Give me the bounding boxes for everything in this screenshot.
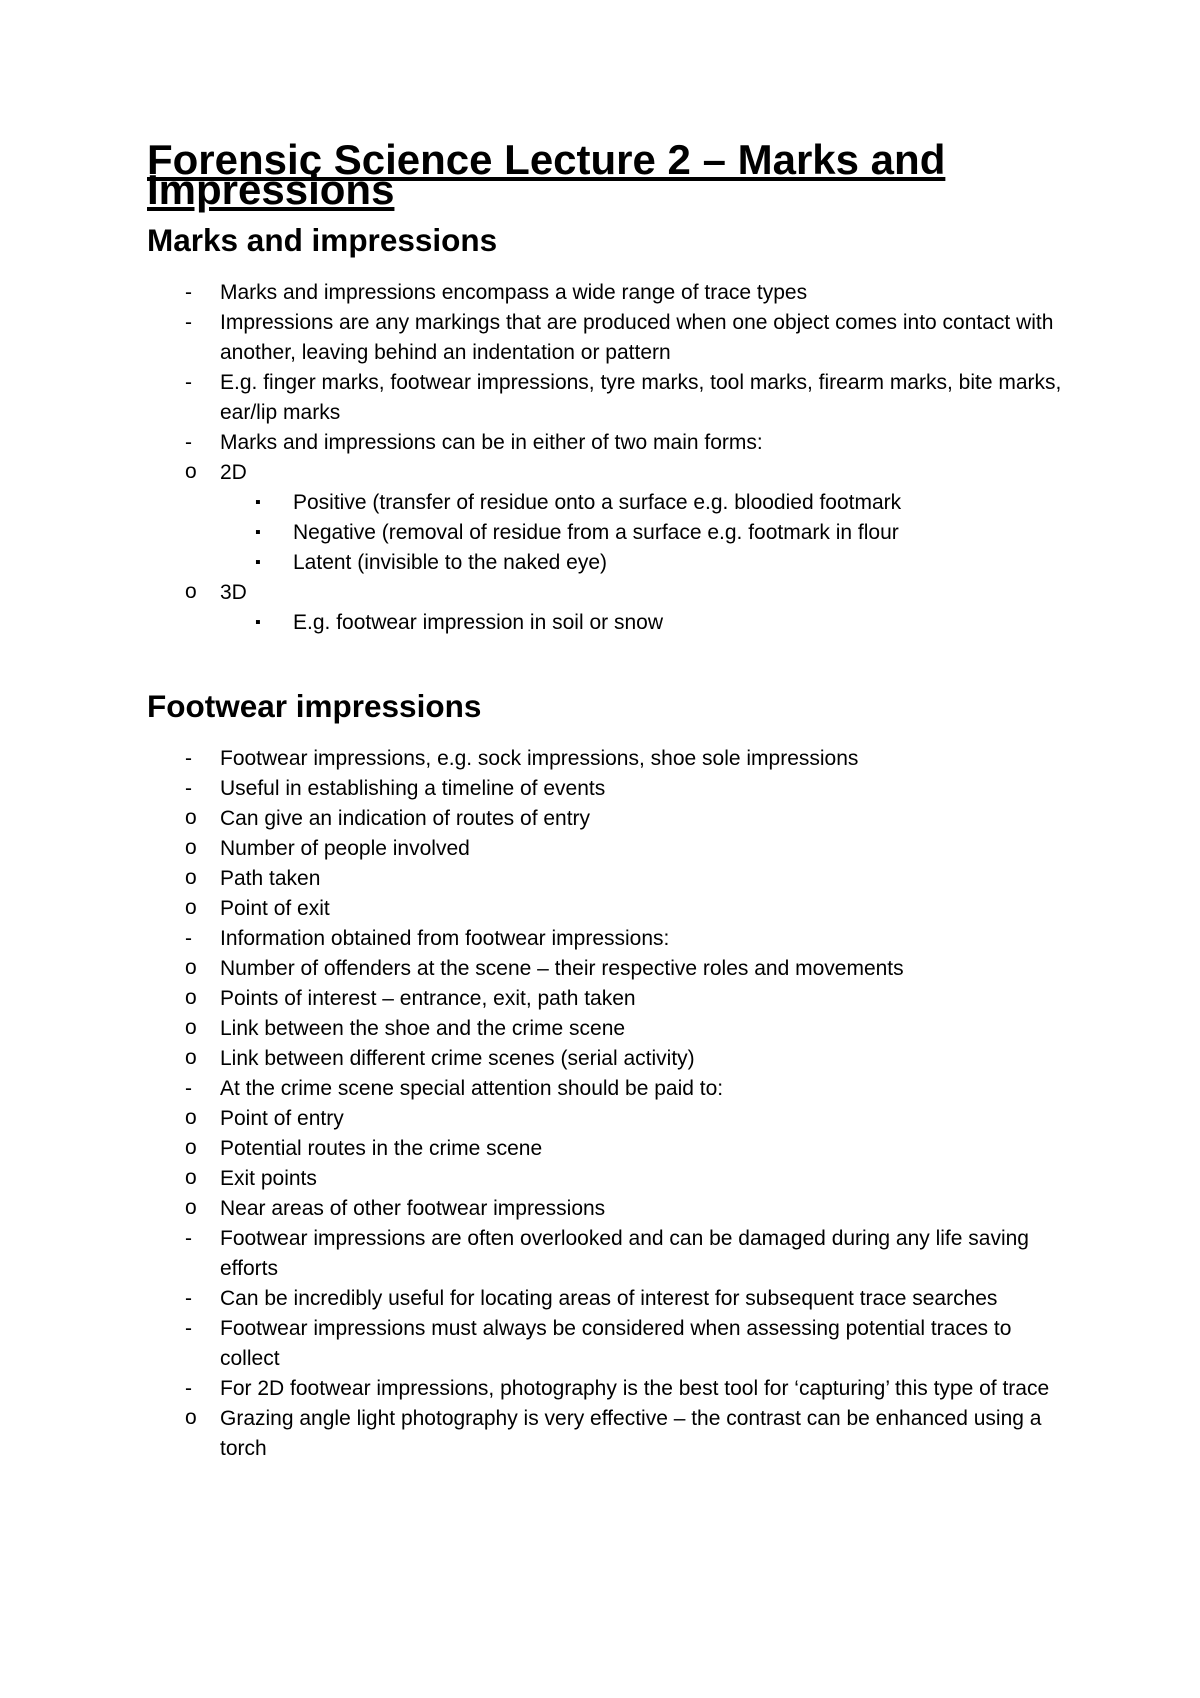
- sub-list-item-text: o Path taken: [220, 867, 321, 890]
- list-item-text: - Useful in establishing a timeline of events: [220, 777, 606, 800]
- sub-list-item-text: o Potential routes in the crime scene: [220, 1137, 543, 1160]
- bullet-list: [147, 278, 1067, 638]
- sub-sub-list-item: ▪ Positive (transfer of residue onto a surface e.g. bloodied footmark: [293, 488, 1067, 518]
- sub-list-item: [220, 578, 1067, 638]
- sub-list-item: [220, 984, 1067, 1014]
- sub-list-item-text: o Points of interest – entrance, exit, path taken: [220, 987, 636, 1010]
- sub-list-item-text: o Link between the shoe and the crime scene: [220, 1017, 626, 1040]
- list-item-text: - Information obtained from footwear impressions:: [220, 927, 670, 950]
- sub-list-item-text: o Number of people involved: [220, 837, 470, 860]
- sub-sub-list-item: ▪ Latent (invisible to the naked eye): [293, 548, 1067, 578]
- sub-list-item: [220, 864, 1067, 894]
- sub-list-item: [220, 834, 1067, 864]
- list-item: [147, 1224, 1067, 1284]
- document-body: [147, 222, 1067, 1464]
- list-item-text: - Footwear impressions are often overlooked and can be damaged during any life saving efforts: [220, 1227, 1029, 1280]
- sub-list: [220, 1104, 1067, 1224]
- list-item-text: - Footwear impressions, e.g. sock impressions, shoe sole impressions: [220, 747, 859, 770]
- list-item-text: - Footwear impressions must always be considered when assessing potential traces to collect: [220, 1317, 1012, 1370]
- sub-list-item-text: o Point of exit: [220, 897, 330, 920]
- sub-sub-list-item: ▪ E.g. footwear impression in soil or snow: [293, 608, 1067, 638]
- bullet-list: [147, 744, 1067, 1464]
- sub-sub-list: [293, 608, 1067, 638]
- sub-list-item-text: o Grazing angle light photography is very effective – the contrast can be enhanced using a torch: [220, 1407, 1042, 1460]
- sub-list: [220, 458, 1067, 638]
- sub-list-item: [220, 1134, 1067, 1164]
- sub-sub-list: [293, 488, 1067, 578]
- list-item: [147, 1374, 1067, 1464]
- sub-list: [220, 1404, 1067, 1464]
- sub-list-item-text: o Can give an indication of routes of entry: [220, 807, 591, 830]
- list-item: [147, 368, 1067, 428]
- sub-list-item: [220, 1164, 1067, 1194]
- sub-list: [220, 954, 1067, 1074]
- sub-sub-list-item: ▪ Negative (removal of residue from a surface e.g. footmark in flour: [293, 518, 1067, 548]
- sub-list-item: [220, 894, 1067, 924]
- sub-list-item-text: o 3D: [220, 581, 247, 604]
- section-heading: Footwear impressions: [147, 688, 482, 724]
- list-item: [147, 924, 1067, 1074]
- list-item-text: - Marks and impressions encompass a wide range of trace types: [220, 281, 808, 304]
- sub-list-item-text: o 2D: [220, 461, 247, 484]
- sub-list-item-text: o Point of entry: [220, 1107, 344, 1130]
- section-heading: Marks and impressions: [147, 222, 498, 258]
- list-item-text: - Marks and impressions can be in either of two main forms:: [220, 431, 763, 454]
- sub-list-item: [220, 1194, 1067, 1224]
- sub-list: [220, 804, 1067, 924]
- sub-list-item: [220, 458, 1067, 578]
- list-item: [147, 1314, 1067, 1374]
- sub-list-item: [220, 804, 1067, 834]
- sub-list-item: [220, 1014, 1067, 1044]
- sub-list-item-text: o Exit points: [220, 1167, 317, 1190]
- sub-list-item: [220, 1104, 1067, 1134]
- list-item-text: - E.g. finger marks, footwear impressions, tyre marks, tool marks, firearm marks, bite marks, ear/lip marks: [220, 371, 1062, 424]
- sub-list-item: [220, 1044, 1067, 1074]
- sub-list-item-text: o Number of offenders at the scene – their respective roles and movements: [220, 957, 904, 980]
- sub-list-item: [220, 1404, 1067, 1464]
- list-item-text: - At the crime scene special attention should be paid to:: [220, 1077, 724, 1100]
- list-item: [147, 308, 1067, 368]
- document-page: [147, 136, 1067, 1464]
- list-item: [147, 428, 1067, 638]
- list-item-text: - Can be incredibly useful for locating areas of interest for subsequent trace searches: [220, 1287, 998, 1310]
- sub-list-item: [220, 954, 1067, 984]
- list-item: [147, 1074, 1067, 1224]
- list-item-text: - For 2D footwear impressions, photography is the best tool for ‘capturing’ this type of trace: [220, 1377, 1050, 1400]
- list-item-text: - Impressions are any markings that are produced when one object comes into contact with another, leaving behind an indentation or pattern: [220, 311, 1054, 364]
- list-item: [147, 1284, 1067, 1314]
- list-item: [147, 744, 1067, 774]
- document-title: Forensic Science Lecture 2 – Marks and Impressions: [147, 136, 946, 213]
- sub-list-item-text: o Link between different crime scenes (serial activity): [220, 1047, 695, 1070]
- list-item: [147, 278, 1067, 308]
- sub-list-item-text: o Near areas of other footwear impressions: [220, 1197, 606, 1220]
- list-item: [147, 774, 1067, 924]
